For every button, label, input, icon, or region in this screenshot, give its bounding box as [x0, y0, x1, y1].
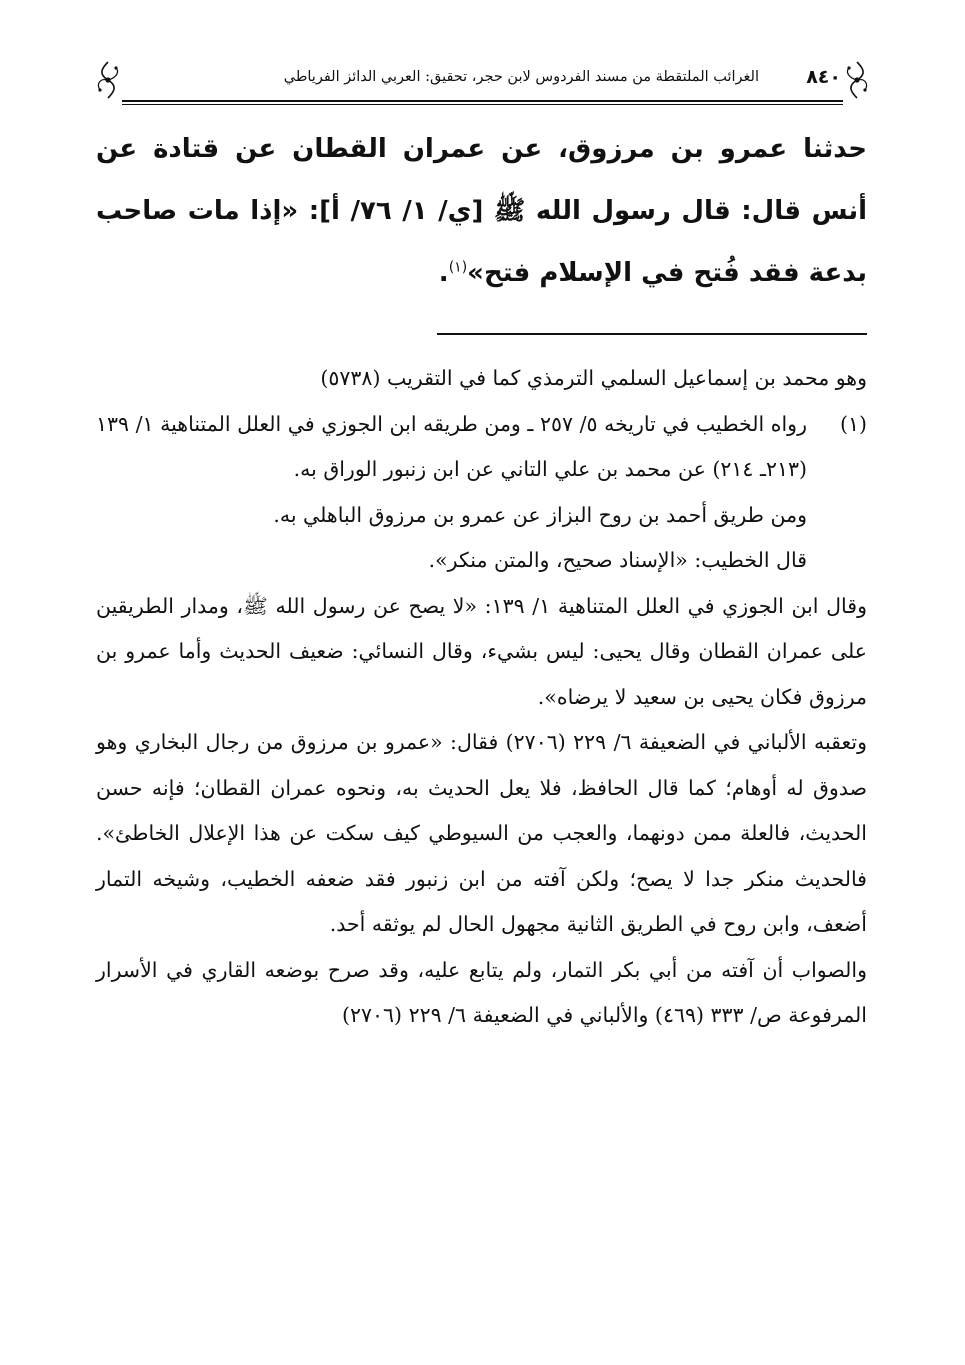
footnote-paragraph: قال الخطيب: «الإسناد صحيح، والمتن منكر». — [428, 548, 807, 572]
floral-ornament-icon — [94, 60, 122, 100]
footnote-body — [96, 402, 807, 584]
floral-ornament-icon — [843, 60, 871, 100]
page-header — [96, 58, 869, 108]
header-rule — [122, 104, 843, 105]
footnotes — [96, 356, 867, 1039]
footnote-preface: وهو محمد بن إسماعيل السلمي الترمذي كما في التقريب (٥٧٣٨) — [320, 366, 867, 390]
footnote-paragraph: وقال ابن الجوزي في العلل المتناهية ١/ ١٣٩: «لا يصح عن رسول الله ﷺ، ومدار الطريقين على عمران القطان وقال يحيى: ليس بشيء، وقال النسائي: ضعيف الحديث وأما عمرو بن مرزوق فكان يحيى بن سعيد لا يرضاه». — [96, 593, 867, 709]
hadith-body: حدثنا عمرو بن مرزوق، عن عمران القطان عن قتادة عن أنس قال: قال رسول الله ﷺ [ي/ ١/ ٧٦/ أ]: «إذا مات صاحب بدعة فقد فُتح في الإسلام فتح» — [96, 134, 867, 288]
running-title: الغرائب الملتقطة من مسند الفردوس لابن حجر، تحقيق: العربي الدائز الفرياطي — [283, 69, 759, 85]
footnote-paragraph: وتعقبه الألباني في الضعيفة ٦/ ٢٢٩ (٢٧٠٦) فقال: «عمرو بن مرزوق من رجال البخاري وهو صدوق له أوهام؛ كما قال الحافظ، فلا يعل الحديث به، ونحوه عمران القطان؛ فإنه حسن الحديث، فالعلة ممن دونهما، والعجب من السيوطي كيف سكت عن هذا الإعلال الخاطئ». فالحديث منكر جدا لا يصح؛ ولكن آفته من ابن زنبور فقد ضعفه الخطيب، وشيخه التمار أضعف، وابن روح في الطريق الثانية مجهول الحال لم يوثقه أحد. — [96, 730, 868, 936]
footnote-1 — [96, 402, 867, 584]
header-rule — [122, 100, 843, 102]
footnote-paragraph: رواه الخطيب في تاريخه ٥/ ٢٥٧ ـ ومن طريقه ابن الجوزي في العلل المتناهية ١/ ١٣٩ (٢١٣ـ ٢١٤) عن محمد بن علي التاني عن ابن زنبور الوراق به. — [96, 411, 807, 481]
footnote-separator — [437, 333, 867, 335]
footnote-paragraph: والصواب أن آفته من أبي بكر التمار، ولم يتابع عليه، وقد صرح بوضعه القاري في الأسرار المرفوعة ص/ ٣٣٣ (٤٦٩) والألباني في الضعيفة ٦/ ٢٢٩ (٢٧٠٦) — [96, 957, 867, 1027]
footnote-ref: (١) — [448, 259, 468, 276]
hadith-text — [96, 118, 867, 304]
end-mark: . — [438, 258, 449, 288]
footnote-number: (١) — [839, 411, 867, 436]
footnote-paragraph: ومن طريق أحمد بن روح البزاز عن عمرو بن مرزوق الباهلي به. — [273, 502, 807, 527]
page-number: ٨٤٠ — [806, 66, 841, 88]
